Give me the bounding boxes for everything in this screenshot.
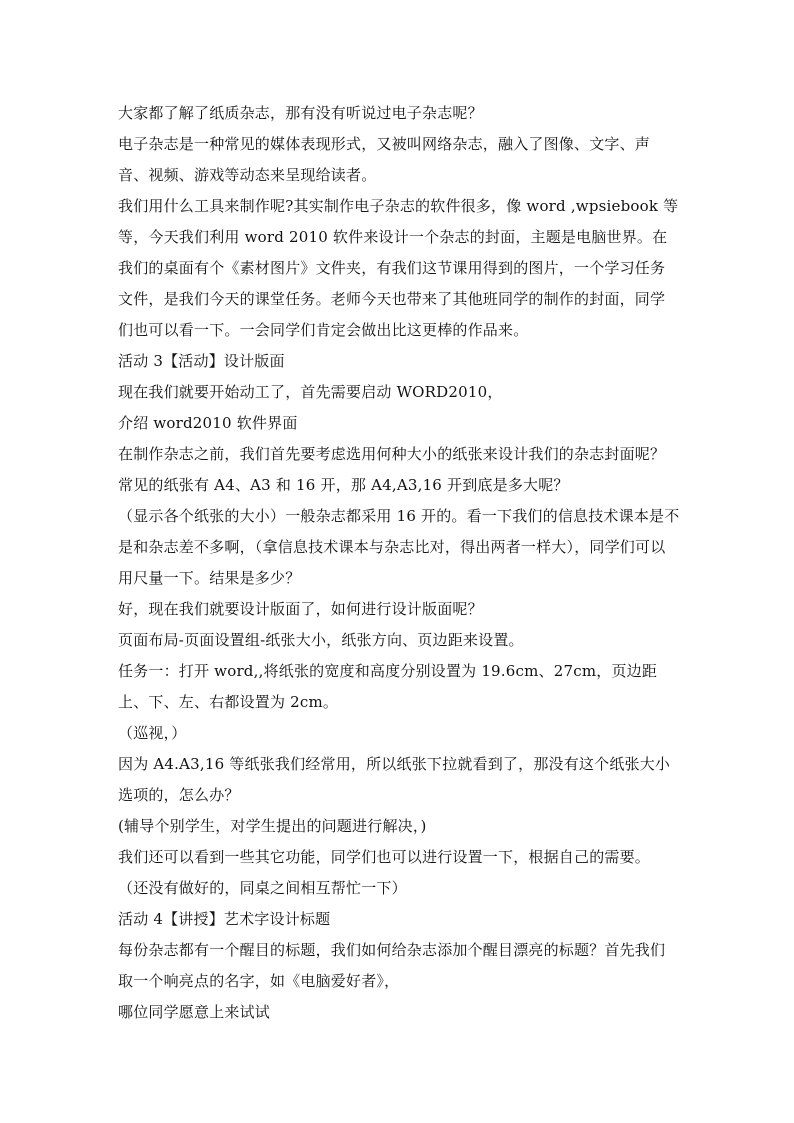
paragraph: 每份杂志都有一个醒目的标题，我们如何给杂志添加个醒目漂亮的标题？首先我们取一个响亮点的名字，如《电脑爱好者》，: [118, 941, 666, 990]
task-paragraph: 任务一：打开 word,,将纸张的宽度和高度分别设置为 19.6cm、27cm，页边距上、下、左、右都设置为 2cm。: [118, 662, 658, 711]
activity-heading: 活动 4【讲授】艺术字设计标题: [118, 910, 331, 928]
paragraph: 哪位同学愿意上来试试: [118, 1003, 271, 1021]
paragraph: 好，现在我们就要设计版面了，如何进行设计版面呢？: [118, 600, 483, 618]
paragraph: 电子杂志是一种常见的媒体表现形式，又被叫网络杂志，融入了图像、文字、声音、视频、游戏等动态来呈现给读者。: [118, 135, 651, 184]
activity-heading: 活动 3【活动】设计版面: [118, 352, 285, 370]
document-body: [118, 98, 680, 1028]
paragraph: 大家都了解了纸质杂志，那有没有听说过电子杂志呢？: [118, 104, 483, 122]
paragraph: （显示各个纸张的大小）一般杂志都采用 16 开的。看一下我们的信息技术课本是不是和杂志差不多啊，（拿信息技术课本与杂志比对，得出两者一样大），同学们可以用尺量一下。结果是多少？: [118, 507, 680, 587]
paragraph: 我们用什么工具来制作呢?其实制作电子杂志的软件很多，像 word ,wpsiebook 等等，今天我们利用 word 2010 软件来设计一个杂志的封面，主题是电脑世界。在我们的桌面有个《素材图片》文件夹，有我们这节课用得到的图片，一个学习任务文件，是我们今天的课堂任务。老师今天也带来了其他班同学的制作的封面，同学们也可以看一下。一会同学们肯定会做出比这更棒的作品来。: [118, 197, 679, 339]
paragraph: （巡视，）: [118, 724, 187, 742]
paragraph: 在制作杂志之前，我们首先要考虑选用何种大小的纸张来设计我们的杂志封面呢？: [118, 445, 666, 463]
paragraph: 介绍 word2010 软件界面: [118, 414, 298, 432]
paragraph: (辅导个别学生，对学生提出的问题进行解决，): [118, 817, 427, 835]
paragraph: 页面布局-页面设置组-纸张大小，纸张方向、页边距来设置。: [118, 631, 524, 649]
paragraph: 常见的纸张有 A4、A3 和 16 开，那 A4,A3,16 开到底是多大呢？: [118, 476, 569, 494]
paragraph: 因为 A4.A3,16 等纸张我们经常用，所以纸张下拉就看到了，那没有这个纸张大小选项的，怎么办？: [118, 755, 671, 804]
paragraph: 现在我们就要开始动工了，首先需要启动 WORD2010，: [118, 383, 503, 401]
paragraph: 我们还可以看到一些其它功能，同学们也可以进行设置一下，根据自己的需要。: [118, 848, 651, 866]
paragraph: （还没有做好的，同桌之间相互帮忙一下）: [118, 879, 407, 897]
